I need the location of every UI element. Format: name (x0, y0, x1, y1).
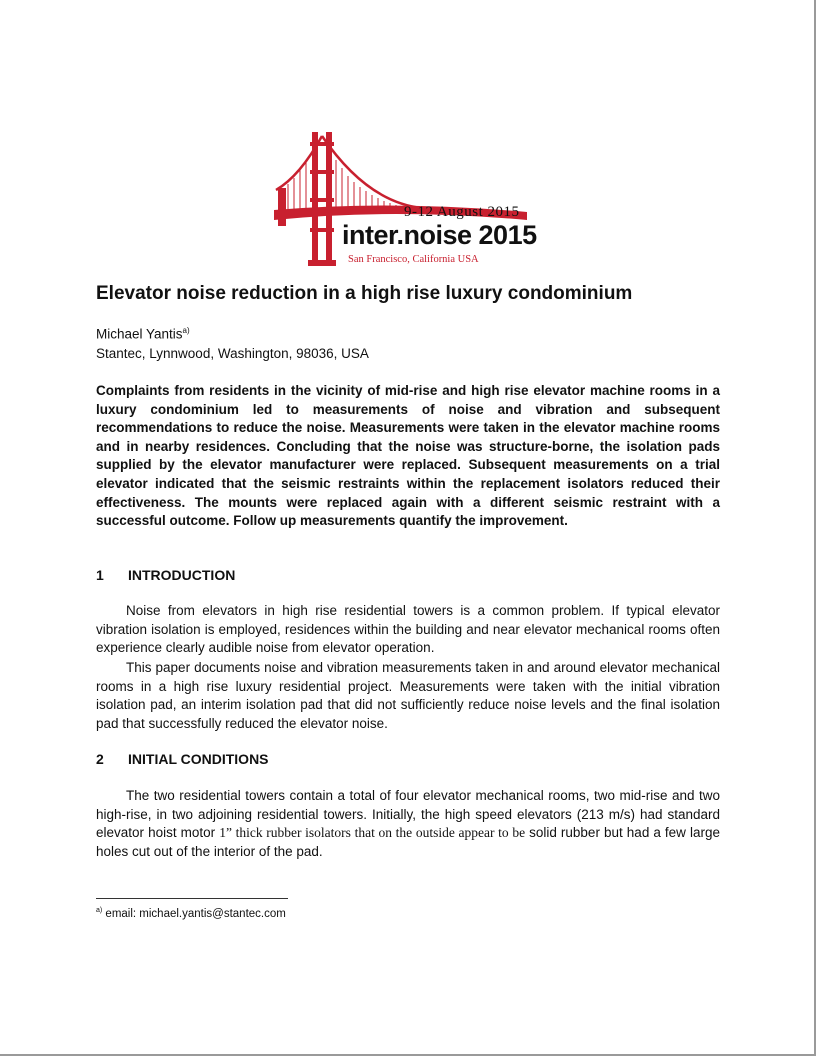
author-footnote-mark: a) (182, 326, 190, 335)
conference-name: inter.noise 2015 (342, 220, 537, 250)
section-number: 2 (96, 751, 104, 767)
section-heading-introduction (96, 567, 235, 583)
introduction-paragraph-2: This paper documents noise and vibration measurements taken in and around elevator mechanical rooms in a high rise luxury residential project. Measurements were taken with the initial vibration isolation pad, an interim isolation pad that did not sufficiently reduce noise levels and the final isolation pad that successfully reduced the elevator noise. (96, 660, 720, 731)
footnote-text: email: michael.yantis@stantec.com (102, 907, 286, 920)
section-number: 1 (96, 567, 104, 583)
section-heading-initial-conditions (96, 751, 269, 767)
footnote-divider (96, 898, 288, 899)
section-title: INTRODUCTION (128, 567, 236, 583)
conference-dates: 9-12 August 2015 (404, 204, 520, 220)
introduction-paragraph-1: Noise from elevators in high rise residential towers is a common problem. If typical elevator vibration isolation is employed, residences within the building and near elevator mechanical rooms often experience clearly audible noise from elevator operation. (96, 603, 720, 655)
paragraph-text-start: The two residential towers contain a total of four elevator mechanical rooms, two mid-rise and two high-rise, in two adjoining residential towers. Initially, the high speed elevators (213 m/s) had standard elevator hoist motor (96, 788, 720, 840)
author-name (96, 326, 190, 342)
author-affiliation: Stantec, Lynnwood, Washington, 98036, USA (96, 346, 369, 361)
section-title: INITIAL CONDITIONS (128, 751, 269, 767)
conference-location: San Francisco, California USA (348, 254, 479, 265)
initial-conditions-paragraph (96, 787, 720, 861)
footnote-mark: a) (96, 907, 103, 914)
paragraph-text-serif: 1” thick rubber isolators that on the outside appear to be (219, 825, 526, 840)
paragraph-text-end: solid rubber but had a few large holes cut out of the interior of the pad. (96, 825, 720, 859)
conference-logo (272, 128, 550, 268)
abstract: Complaints from residents in the vicinity of mid-rise and high rise elevator machine rooms in a luxury condominium led to measurements of noise and vibration and subsequent recommendations to reduce the noise. Measurements were taken in the elevator machine rooms and in nearby residences. Concluding that the noise was structure-borne, the isolation pads supplied by the elevator manufacturer were replaced. Subsequent measurements on a trial elevator indicated that the seismic restraints within the replacement isolators reduced their effectiveness. The mounts were replaced again with a different seismic restraint with a successful outcome. Follow up measurements quantify the improvement. (96, 383, 720, 529)
author-name-text: Michael Yantis (96, 326, 183, 342)
footnote (96, 907, 286, 920)
paper-title: Elevator noise reduction in a high rise luxury condominium (96, 283, 633, 304)
